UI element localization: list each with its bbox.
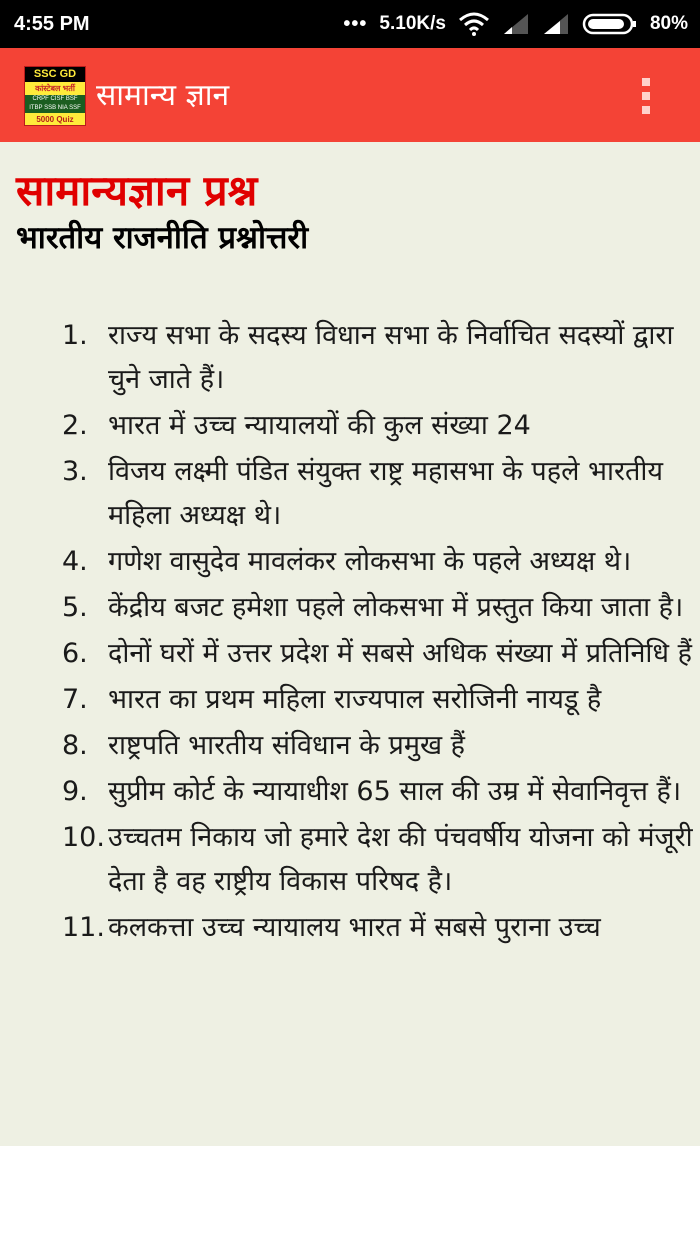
question-text: विजय लक्ष्मी पंडित संयुक्त राष्ट्र महासभा के पहले भारतीय महिला अध्यक्ष थे। [108, 456, 664, 531]
signal-icon [542, 12, 570, 36]
app-logo [24, 66, 86, 126]
question-text: कलकत्ता उच्च न्यायालय भारत में सबसे पुराना उच्च [108, 912, 601, 943]
question-number: 4. [62, 546, 88, 577]
wifi-icon [458, 12, 490, 36]
bottom-blank-area [0, 1146, 700, 1244]
question-text: राष्ट्रपति भारतीय संविधान के प्रमुख हैं [108, 730, 466, 761]
question-number: 5. [62, 592, 88, 623]
question-number: 10. [62, 822, 105, 853]
question-number: 8. [62, 730, 88, 761]
question-text: दोनों घरों में उत्तर प्रदेश में सबसे अधिक संख्या में प्रतिनिधि हैं [108, 638, 692, 669]
list-item [0, 724, 700, 768]
question-number: 9. [62, 776, 88, 807]
list-item [0, 314, 700, 402]
app-bar [0, 48, 700, 142]
status-bar [0, 0, 700, 48]
question-number: 6. [62, 638, 88, 669]
list-item [0, 540, 700, 584]
more-vert-icon[interactable] [624, 68, 668, 124]
question-list [0, 314, 700, 952]
question-number: 3. [62, 456, 88, 487]
question-number: 7. [62, 684, 88, 715]
app-title: सामान्य ज्ञान [96, 78, 230, 113]
page-heading: सामान्यज्ञान प्रश्न [16, 166, 258, 215]
list-item [0, 678, 700, 722]
question-text: केंद्रीय बजट हमेशा पहले लोकसभा में प्रस्तुत किया जाता है। [108, 592, 684, 623]
question-number: 2. [62, 410, 88, 441]
list-item [0, 816, 700, 904]
list-item [0, 404, 700, 448]
question-number: 11. [62, 912, 105, 943]
notification-dots: ••• [343, 12, 368, 35]
battery-icon [582, 12, 638, 36]
question-text: उच्चतम निकाय जो हमारे देश की पंचवर्षीय योजना को मंजूरी देता है वह राष्ट्रीय विकास परिषद है। [108, 822, 693, 897]
network-speed: 5.10K/s [379, 13, 446, 34]
list-item [0, 770, 700, 814]
status-right [343, 12, 688, 36]
question-number: 1. [62, 320, 88, 351]
list-item [0, 632, 700, 676]
logo-line-3: CRPF CISF BSF ITBP SSB NIA SSF [25, 95, 85, 113]
status-time: 4:55 PM [14, 12, 90, 35]
content-area [0, 142, 700, 1146]
battery-percent: 80% [649, 13, 688, 34]
question-text: गणेश वासुदेव मावलंकर लोकसभा के पहले अध्यक्ष थे। [108, 546, 632, 577]
logo-line-2: कांस्टेबल भर्ती [35, 84, 75, 93]
logo-line-1: SSC GD [25, 67, 85, 82]
logo-line-4: 5000 Quiz [36, 115, 74, 124]
list-item [0, 586, 700, 630]
question-text: भारत का प्रथम महिला राज्यपाल सरोजिनी नायडू है [108, 684, 602, 715]
list-item [0, 450, 700, 538]
list-item [0, 906, 700, 950]
page-subheading: भारतीय राजनीति प्रश्नोत्तरी [16, 220, 309, 256]
signal-icon [502, 12, 530, 36]
question-text: भारत में उच्च न्यायालयों की कुल संख्या 24 [108, 410, 531, 441]
question-text: राज्य सभा के सदस्य विधान सभा के निर्वाचित सदस्यों द्वारा चुने जाते हैं। [108, 320, 674, 395]
question-text: सुप्रीम कोर्ट के न्यायाधीश 65 साल की उम्र में सेवानिवृत्त हैं। [108, 776, 682, 807]
